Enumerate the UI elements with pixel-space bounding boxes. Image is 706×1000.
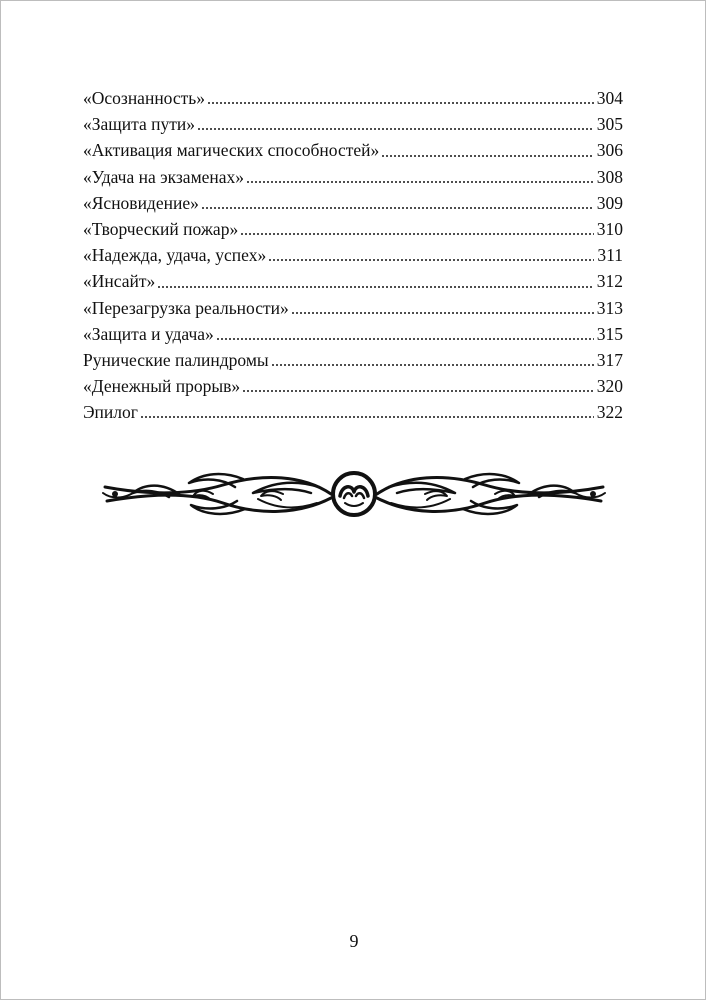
toc-entry-title: «Защита и удача»: [83, 323, 214, 344]
toc-entry: [83, 216, 623, 242]
toc-entry-title: «Надежда, удача, успех»: [83, 245, 267, 266]
toc-entry: [83, 321, 623, 347]
toc-entry-page: 306: [596, 140, 623, 161]
toc-entry-page: 315: [596, 323, 623, 344]
toc-entry-page: 308: [596, 166, 623, 187]
toc-entry-page: 309: [596, 192, 623, 213]
toc-entry-title: «Творческий пожар»: [83, 218, 239, 239]
page-number: 9: [349, 931, 359, 951]
dot-leader: [197, 128, 594, 130]
toc-entry: [83, 268, 623, 294]
toc-entry: [83, 164, 623, 190]
toc-entry-title: «Осознанность»: [83, 88, 206, 108]
toc-entry-title: Эпилог: [83, 402, 138, 423]
dot-leader: [216, 338, 594, 340]
toc-entry-page: 322: [596, 402, 623, 423]
dot-leader: [140, 416, 594, 418]
toc-entry-page: 304: [596, 88, 623, 108]
toc-entry-page: 311: [597, 245, 623, 266]
dot-leader: [268, 259, 594, 261]
toc-entry: [83, 399, 623, 425]
toc-entry-title: «Защита пути»: [83, 114, 196, 135]
toc-entry: [83, 295, 623, 321]
toc-entry-title: Рунические палиндромы: [83, 349, 269, 370]
toc-entry-title: «Активация магических способностей»: [83, 140, 380, 161]
dot-leader: [201, 207, 594, 209]
toc-entry: [83, 347, 623, 373]
tribal-flourish-divider-icon: [93, 463, 615, 525]
dot-leader: [240, 233, 594, 235]
toc-entry-title: «Ясновидение»: [83, 192, 199, 213]
toc-entry-page: 305: [596, 114, 623, 135]
toc-entry-page: 317: [596, 349, 623, 370]
toc-entry-page: 320: [596, 376, 623, 397]
table-of-contents: [83, 85, 623, 425]
dot-leader: [242, 390, 594, 392]
dot-leader: [271, 364, 594, 366]
toc-entry: [83, 242, 623, 268]
dot-leader: [246, 181, 594, 183]
toc-entry-page: 310: [596, 218, 623, 239]
toc-entry: [83, 111, 623, 137]
dot-leader: [381, 155, 594, 157]
dot-leader: [207, 102, 594, 104]
toc-entry: [83, 137, 623, 163]
toc-entry-title: «Денежный прорыв»: [83, 376, 241, 397]
dot-leader: [157, 286, 593, 288]
toc-entry-title: «Перезагрузка реальности»: [83, 297, 289, 318]
toc-entry: [83, 373, 623, 399]
toc-entry-page: 312: [596, 271, 623, 292]
toc-entry-page: 313: [596, 297, 623, 318]
dot-leader: [291, 312, 594, 314]
toc-entry: [83, 190, 623, 216]
toc-entry: [83, 85, 623, 111]
toc-entry-title: «Удача на экзаменах»: [83, 166, 245, 187]
toc-entry-title: «Инсайт»: [83, 271, 156, 292]
